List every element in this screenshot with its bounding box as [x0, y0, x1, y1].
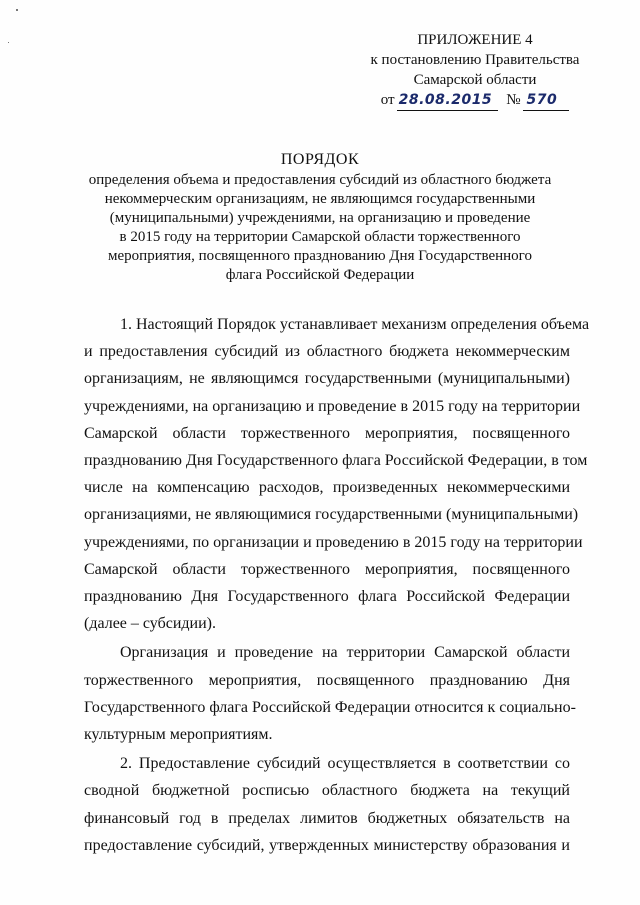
text-line: учреждениями, по организации и проведению в 2015 году на территории: [84, 533, 583, 551]
heading-line: (муниципальными) учреждениями, на организацию и проведение: [109, 210, 531, 226]
text-line: Организация и проведение на территории Самарской области: [120, 644, 570, 662]
appendix-resolution-line: к постановлению Правительства: [370, 52, 580, 68]
scan-mark: [16, 9, 18, 11]
text-line: празднованию Дня Государственного флага Российской Федерации, в том: [84, 452, 588, 470]
text-line: сводной бюджетной росписью областного бюджета на текущий: [84, 782, 570, 800]
heading-line: мероприятия, посвященного празднованию Дня Государственного: [108, 248, 532, 264]
text-line: 2. Предоставление субсидий осуществляется в соответствии со: [120, 755, 570, 773]
number-sign: №: [506, 92, 521, 108]
heading-line: в 2015 году на территории Самарской области торжественного: [119, 229, 521, 245]
text-line: и предоставления субсидий из областного бюджета некоммерческим: [84, 343, 570, 361]
heading-line: определения объема и предоставления субсидий из областного бюджета: [88, 172, 552, 188]
text-line: предоставление субсидий, утвержденных министерству образования и: [84, 836, 570, 854]
handwritten-date: 28.08.2015: [397, 90, 499, 111]
appendix-title: ПРИЛОЖЕНИЕ 4: [417, 32, 533, 48]
text-line: Государственного флага Российской Федерации относится к социально-: [84, 698, 576, 716]
text-line: празднованию Дня Государственного флага Российской Федерации: [84, 588, 570, 606]
text-line: торжественного мероприятия, посвященного празднованию Дня: [84, 671, 570, 689]
text-line: (далее – субсидии).: [84, 615, 216, 633]
appendix-block: [360, 30, 590, 111]
text-line: финансовый год в пределах лимитов бюджетных обязательств на: [84, 809, 570, 827]
paragraph-1: [84, 311, 590, 637]
text-line: культурным мероприятиям.: [84, 726, 273, 744]
text-line: Самарской области торжественного мероприятия, посвященного: [84, 560, 570, 578]
text-line: учреждениями, на организацию и проведение в 2015 году на территории: [84, 397, 581, 415]
heading-title: ПОРЯДОК: [280, 151, 360, 168]
text-line: Самарской области торжественного мероприятия, посвященного: [84, 424, 570, 442]
text-line: организациями, не являющимися государственными (муниципальными): [84, 506, 579, 524]
text-line: 1. Настоящий Порядок устанавливает механизм определения объема: [120, 316, 590, 333]
handwritten-number: 570: [523, 90, 570, 111]
text-line: числе на компенсацию расходов, произведенных некоммерческими: [84, 479, 570, 497]
document-heading: [70, 150, 570, 285]
appendix-region-line: Самарской области: [413, 72, 537, 88]
date-prefix: от: [380, 92, 395, 108]
scan-mark: [8, 42, 9, 43]
appendix-date-line: [360, 90, 590, 111]
paragraph-2: [84, 639, 576, 748]
text-line: организациям, не являющимся государственными (муниципальными): [84, 370, 570, 388]
heading-line: флага Российской Федерации: [225, 267, 415, 283]
paragraph-3: [84, 750, 570, 859]
document-body: [84, 311, 590, 859]
heading-line: некоммерческим организациям, не являющимся государственными: [104, 191, 536, 207]
